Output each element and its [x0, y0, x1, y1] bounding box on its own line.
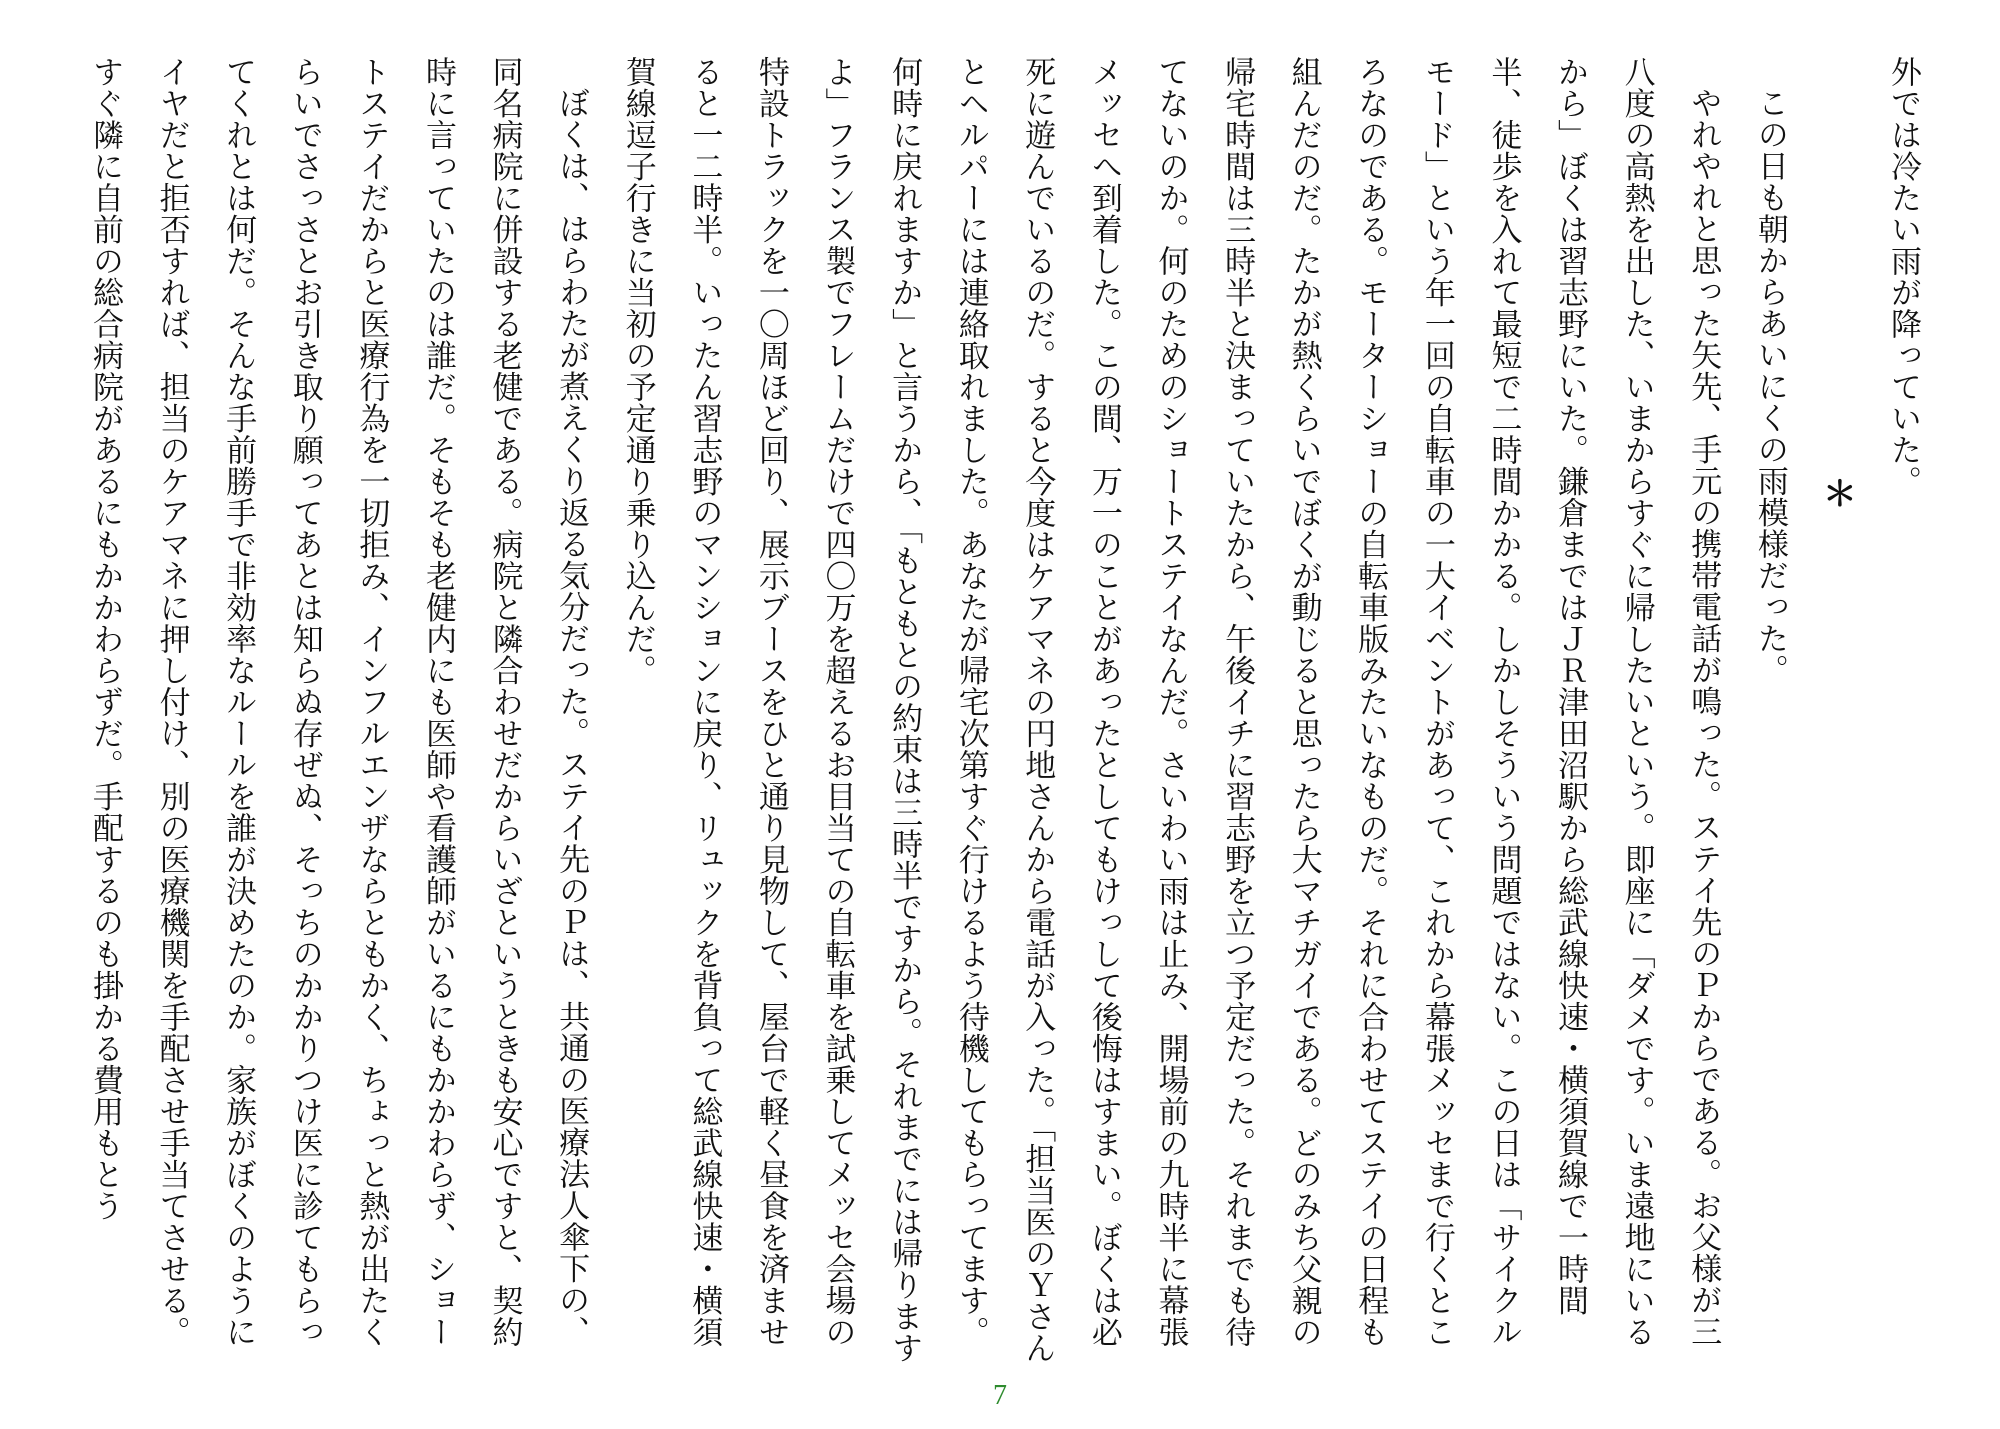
vertical-text-body	[40, 56, 1936, 1378]
paragraph-2: やれやれと思った矢先、手元の携帯電話が鳴った。ステイ先のＰからである。お父様が三八度の高熱を出した、いまからすぐに帰したいという。即座に「ダメです。いま遠地にいるから」ぼくは習志野にいた。鎌倉まではＪＲ津田沼駅から総武線快速・横須賀線で一時間半、徒歩を入れて最短で二時間かかる。しかしそういう問題ではない。この日は「サイクルモード」という年一回の自転車の一大イベントがあって、これから幕張メッセまで行くところなのである。モーターショーの自転車版みたいなものだ。それに合わせてステイの日程も組んだのだ。たかが熱くらいでぼくが動じると思ったら大マチガイである。どのみち父親の帰宅時間は三時半と決まっていたから、午後イチに習志野を立つ予定だった。それまでも待てないのか。何のためのショートステイなんだ。さいわい雨は止み、開場前の九時半に幕張メッセへ到着した。この間、万一のことがあったとしてもけっして後悔はすまい。ぼくは必死に遊んでいるのだ。すると今度はケアマネの円地さんから電話が入った。「担当医のＹさんとヘルパーには連絡取れました。あなたが帰宅次第すぐ行けるよう待機してもらってます。何時に戻れますか」と言うから、「もともとの約束は三時半ですから。それまでには帰りますよ」フランス製でフレームだけで四〇万を超えるお目当ての自転車を試乗してメッセ会場の特設トラックを一〇周ほど回り、展示ブースをひと通り見物して、屋台で軽く昼食を済ませると一二時半。いったん習志野のマンションに戻り、リュックを背負って総武線快速・横須賀線逗子行きに当初の予定通り乗り込んだ。	[619, 56, 1722, 1364]
opening-line: 外では冷たい雨が降っていた。	[1885, 56, 1921, 497]
paragraph-3: ぼくは、はらわたが煮えくり返る気分だった。ステイ先のＰは、共通の医療法人傘下の、同名病院に併設する老健である。病院と隣合わせだからいざというときも安心ですと、契約時に言っていたのは誰だ。そもそも老健内にも医師や看護師がいるにもかかわらず、ショートステイだからと医療行為を一切拒み、インフルエンザならともかく、ちょっと熱が出たくらいでさっさとお引き取り願ってあとは知らぬ存ぜぬ、そっちのかかりつけ医に診てもらってくれとは何だ。そんな手前勝手で非効率なルールを誰が決めたのか。家族がぼくのようにイヤだと拒否すれば、担当のケアマネに押し付け、別の医療機関を手配させ手当てさせる。すぐ隣に自前の総合病院があるにもかかわらずだ。手配するのも掛かる費用もとう	[86, 56, 590, 1348]
section-separator: ＊	[1816, 476, 1857, 511]
paragraph-1: この日も朝からあいにくの雨模様だった。	[1751, 87, 1788, 686]
page-number: 7	[993, 1380, 1007, 1411]
